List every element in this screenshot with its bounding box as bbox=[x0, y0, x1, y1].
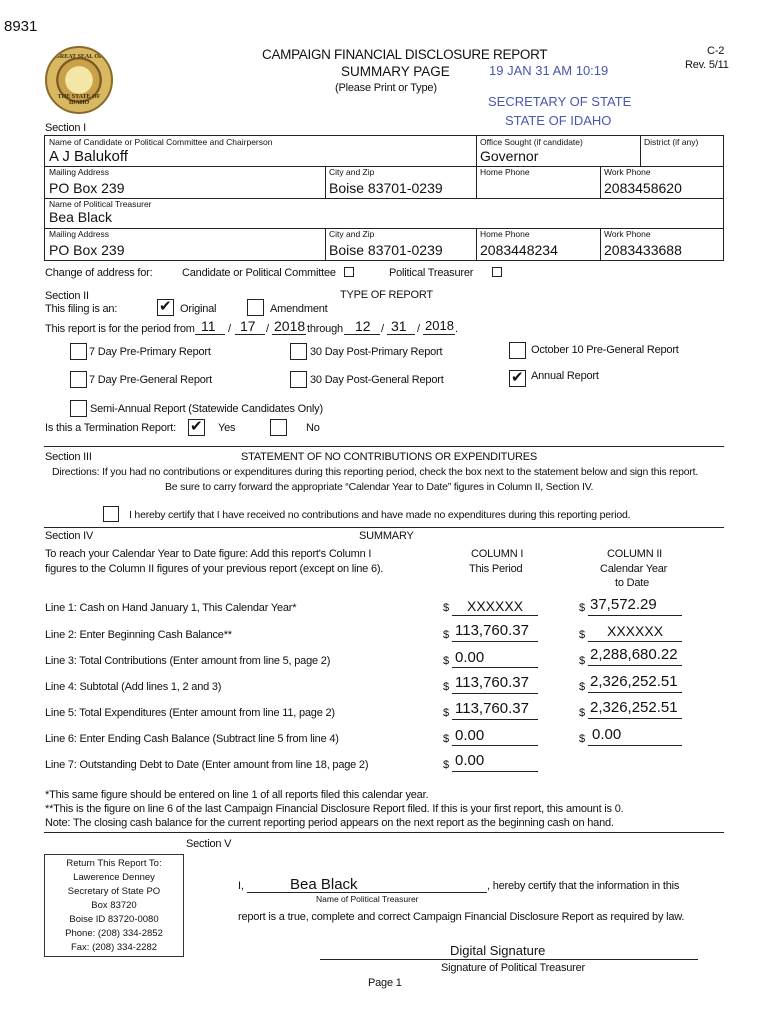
currency-symbol: $ bbox=[579, 707, 585, 719]
line-7-col1-field[interactable]: 0.00 bbox=[455, 752, 485, 769]
city-zip-field[interactable]: Boise 83701-0239 bbox=[329, 180, 443, 196]
report-subtitle: SUMMARY PAGE bbox=[341, 64, 450, 79]
pre-primary-7day-checkbox[interactable] bbox=[70, 343, 87, 360]
amendment-checkbox[interactable] bbox=[247, 299, 264, 316]
line-4-col1-field[interactable]: 113,760.37 bbox=[455, 674, 529, 691]
termination-label: Is this a Termination Report: bbox=[45, 422, 176, 434]
from-day-field[interactable]: 17 bbox=[240, 318, 256, 334]
change-candidate-label: Candidate or Political Committee bbox=[182, 267, 336, 279]
report-title: CAMPAIGN FINANCIAL DISCLOSURE REPORT bbox=[262, 47, 548, 62]
office-sought-label: Office Sought (if candidate) bbox=[480, 137, 583, 147]
filing-type-label: This filing is an: bbox=[45, 303, 118, 315]
post-general-30day-label: 30 Day Post-General Report bbox=[310, 374, 444, 386]
office-sought-field[interactable]: Governor bbox=[480, 148, 539, 164]
return-line: Box 83720 bbox=[91, 900, 137, 911]
through-label: through bbox=[307, 323, 343, 335]
certify-statement: , hereby certify that the information in this bbox=[487, 880, 680, 892]
line-1-col2-field[interactable]: 37,572.29 bbox=[590, 596, 657, 613]
currency-symbol: $ bbox=[443, 759, 449, 771]
treasurer-mailing-field[interactable]: PO Box 239 bbox=[49, 242, 125, 258]
line-7-label: Line 7: Outstanding Debt to Date (Enter amount from line 18, page 2) bbox=[45, 759, 369, 771]
to-month-field[interactable]: 12 bbox=[355, 318, 371, 334]
annual-report-checkbox[interactable] bbox=[509, 370, 526, 387]
post-general-30day-checkbox[interactable] bbox=[290, 371, 307, 388]
directions-line-2: Be sure to carry forward the appropriate “Calendar Year to Date” figures in Column II, Section IV. bbox=[165, 481, 594, 493]
section-1-label: Section I bbox=[45, 122, 87, 134]
directions-line-1: Directions: If you had no contributions or expenditures during this reporting period, check the box next to the statement below and sign this report. bbox=[52, 466, 699, 478]
currency-symbol: $ bbox=[579, 629, 585, 641]
treasurer-name-field[interactable]: Bea Black bbox=[49, 209, 113, 225]
return-line: Fax: (208) 334-2282 bbox=[70, 942, 158, 953]
no-contributions-checkbox[interactable] bbox=[103, 506, 119, 522]
change-treasurer-checkbox[interactable] bbox=[492, 267, 502, 277]
received-stamp-office: SECRETARY OF STATE bbox=[488, 94, 632, 109]
return-line: Boise ID 83720-0080 bbox=[69, 914, 159, 925]
line-5-col1-field[interactable]: 113,760.37 bbox=[455, 700, 529, 717]
work-phone-field[interactable]: 2083458620 bbox=[604, 180, 682, 196]
please-print-note: (Please Print or Type) bbox=[335, 82, 437, 94]
mailing-address-field[interactable]: PO Box 239 bbox=[49, 180, 125, 196]
treasurer-work-phone-label: Work Phone bbox=[604, 229, 651, 239]
treasurer-work-phone-field[interactable]: 2083433688 bbox=[604, 242, 682, 258]
line-5-col2-field[interactable]: 2,326,252.51 bbox=[590, 699, 678, 716]
semi-annual-label: Semi-Annual Report (Statewide Candidates Only) bbox=[90, 403, 323, 415]
from-month-field[interactable]: 11 bbox=[201, 318, 216, 334]
original-checkbox[interactable] bbox=[157, 299, 174, 316]
pre-general-7day-label: 7 Day Pre-General Report bbox=[89, 374, 212, 386]
column-2-subheader: Calendar Year bbox=[600, 563, 668, 575]
certify-i-label: I, bbox=[238, 880, 244, 892]
candidate-name-field[interactable]: A J Balukoff bbox=[49, 148, 128, 165]
form-code: C-2 bbox=[707, 45, 725, 57]
semi-annual-checkbox[interactable] bbox=[70, 400, 87, 417]
footnote-1: *This same figure should be entered on line 1 of all reports filed this calendar year. bbox=[45, 789, 429, 801]
district-field[interactable] bbox=[644, 148, 720, 164]
section-3-label: Section III bbox=[45, 451, 92, 463]
treasurer-mailing-label: Mailing Address bbox=[49, 229, 110, 239]
state-seal-icon: GREAT SEAL OF THE STATE OF IDAHO bbox=[45, 46, 113, 114]
currency-symbol: $ bbox=[443, 629, 449, 641]
termination-yes-checkbox[interactable] bbox=[188, 419, 205, 436]
column-1-header: COLUMN I bbox=[471, 548, 524, 560]
currency-symbol: $ bbox=[443, 733, 449, 745]
treasurer-home-phone-label: Home Phone bbox=[480, 229, 530, 239]
no-contributions-title: STATEMENT OF NO CONTRIBUTIONS OR EXPENDITURES bbox=[241, 451, 537, 463]
period-label: This report is for the period from bbox=[45, 323, 195, 335]
digital-signature-field[interactable]: Digital Signature bbox=[450, 943, 546, 958]
line-1-label: Line 1: Cash on Hand January 1, This Calendar Year* bbox=[45, 602, 297, 614]
home-phone-label: Home Phone bbox=[480, 167, 530, 177]
line-2-label: Line 2: Enter Beginning Cash Balance** bbox=[45, 629, 232, 641]
column-1-subheader: This Period bbox=[469, 563, 523, 575]
change-candidate-checkbox[interactable] bbox=[344, 267, 354, 277]
line-6-col2-field[interactable]: 0.00 bbox=[592, 726, 622, 743]
section-5-label: Section V bbox=[186, 838, 232, 850]
return-line: Lawerence Denney bbox=[73, 872, 155, 883]
treasurer-home-phone-field[interactable]: 2083448234 bbox=[480, 242, 558, 258]
line-3-col2-field[interactable]: 2,288,680.22 bbox=[590, 646, 678, 663]
termination-no-checkbox[interactable] bbox=[270, 419, 287, 436]
post-primary-30day-label: 30 Day Post-Primary Report bbox=[310, 346, 443, 358]
section-2-label: Section II bbox=[45, 290, 89, 302]
change-address-label: Change of address for: bbox=[45, 267, 153, 279]
currency-symbol: $ bbox=[443, 655, 449, 667]
line-4-label: Line 4: Subtotal (Add lines 1, 2 and 3) bbox=[45, 681, 222, 693]
section-4-label: Section IV bbox=[45, 530, 94, 542]
document-number: 8931 bbox=[4, 18, 38, 35]
from-year-field[interactable]: 2018 bbox=[274, 318, 306, 334]
currency-symbol: $ bbox=[579, 602, 585, 614]
currency-symbol: $ bbox=[579, 733, 585, 745]
line-5-label: Line 5: Total Expenditures (Enter amount from line 11, page 2) bbox=[45, 707, 335, 719]
original-label: Original bbox=[180, 303, 217, 315]
column-2-subheader-2: to Date bbox=[615, 577, 650, 589]
certify-statement-2: report is a true, complete and correct Campaign Financial Disclosure Report as required by law. bbox=[238, 911, 685, 923]
annual-report-label: Annual Report bbox=[531, 370, 599, 382]
pre-primary-7day-label: 7 Day Pre-Primary Report bbox=[89, 346, 211, 358]
column-2-header: COLUMN II bbox=[607, 548, 663, 560]
candidate-name-label: Name of Candidate or Political Committee and Chairperson bbox=[49, 137, 273, 147]
signature-caption: Signature of Political Treasurer bbox=[441, 962, 586, 974]
line-3-label: Line 3: Total Contributions (Enter amount from line 5, page 2) bbox=[45, 655, 331, 667]
line-6-label: Line 6: Enter Ending Cash Balance (Subtract line 5 from line 4) bbox=[45, 733, 339, 745]
mailing-address-label: Mailing Address bbox=[49, 167, 110, 177]
return-line: Return This Report To: bbox=[66, 858, 162, 869]
treasurer-name-label: Name of Political Treasurer bbox=[49, 199, 152, 209]
currency-symbol: $ bbox=[443, 602, 449, 614]
currency-symbol: $ bbox=[579, 655, 585, 667]
termination-no-label: No bbox=[306, 422, 320, 434]
treasurer-city-zip-field[interactable]: Boise 83701-0239 bbox=[329, 242, 443, 258]
district-label: District (if any) bbox=[644, 137, 699, 147]
line-2-col1-field[interactable]: 113,760.37 bbox=[455, 622, 529, 639]
footnote-3: Note: The closing cash balance for the current reporting period appears on the next report as the beginning cash on hand. bbox=[45, 817, 614, 829]
return-line: Phone: (208) 334-2852 bbox=[65, 928, 163, 939]
to-day-field[interactable]: 31 bbox=[391, 318, 407, 334]
form-revision: Rev. 5/11 bbox=[685, 59, 729, 71]
amendment-label: Amendment bbox=[270, 303, 328, 315]
line-1-col1-field[interactable]: XXXXXX bbox=[467, 598, 524, 614]
city-zip-label: City and Zip bbox=[329, 167, 375, 177]
no-contributions-certify: I hereby certify that I have received no contributions and have made no expenditures during this reporting period. bbox=[129, 509, 631, 521]
certify-treasurer-name-field[interactable]: Bea Black bbox=[290, 876, 358, 893]
currency-symbol: $ bbox=[443, 681, 449, 693]
summary-title: SUMMARY bbox=[359, 530, 414, 542]
oct10-pre-general-label: October 10 Pre-General Report bbox=[531, 344, 679, 356]
treasurer-city-zip-label: City and Zip bbox=[329, 229, 375, 239]
currency-symbol: $ bbox=[579, 681, 585, 693]
footnote-2: **This is the figure on line 6 of the last Campaign Financial Disclosure Report filed. If this is your first report, this amount is 0. bbox=[45, 803, 624, 815]
summary-intro-1: To reach your Calendar Year to Date figure: Add this report's Column I bbox=[45, 548, 372, 560]
pre-general-7day-checkbox[interactable] bbox=[70, 371, 87, 388]
treasurer-name-caption: Name of Political Treasurer bbox=[316, 894, 419, 904]
line-2-col2-field[interactable]: XXXXXX bbox=[607, 623, 664, 639]
line-6-col1-field[interactable]: 0.00 bbox=[455, 727, 485, 744]
received-stamp-state: STATE OF IDAHO bbox=[505, 113, 612, 128]
summary-intro-2: figures to the Column II figures of your previous report (except on line 6). bbox=[45, 563, 384, 575]
line-4-col2-field[interactable]: 2,326,252.51 bbox=[590, 673, 678, 690]
line-3-col1-field[interactable]: 0.00 bbox=[455, 649, 485, 666]
change-treasurer-label: Political Treasurer bbox=[389, 267, 474, 279]
to-year-field[interactable]: 2018 bbox=[425, 318, 454, 333]
page-number: Page 1 bbox=[368, 977, 402, 989]
currency-symbol: $ bbox=[443, 707, 449, 719]
oct10-pre-general-checkbox[interactable] bbox=[509, 342, 526, 359]
termination-yes-label: Yes bbox=[218, 422, 236, 434]
return-line: Secretary of State PO bbox=[67, 886, 161, 897]
return-address-box bbox=[44, 854, 184, 957]
received-stamp-date: 19 JAN 31 AM 10:19 bbox=[489, 63, 609, 78]
post-primary-30day-checkbox[interactable] bbox=[290, 343, 307, 360]
type-of-report-title: TYPE OF REPORT bbox=[340, 289, 433, 301]
work-phone-label: Work Phone bbox=[604, 167, 651, 177]
